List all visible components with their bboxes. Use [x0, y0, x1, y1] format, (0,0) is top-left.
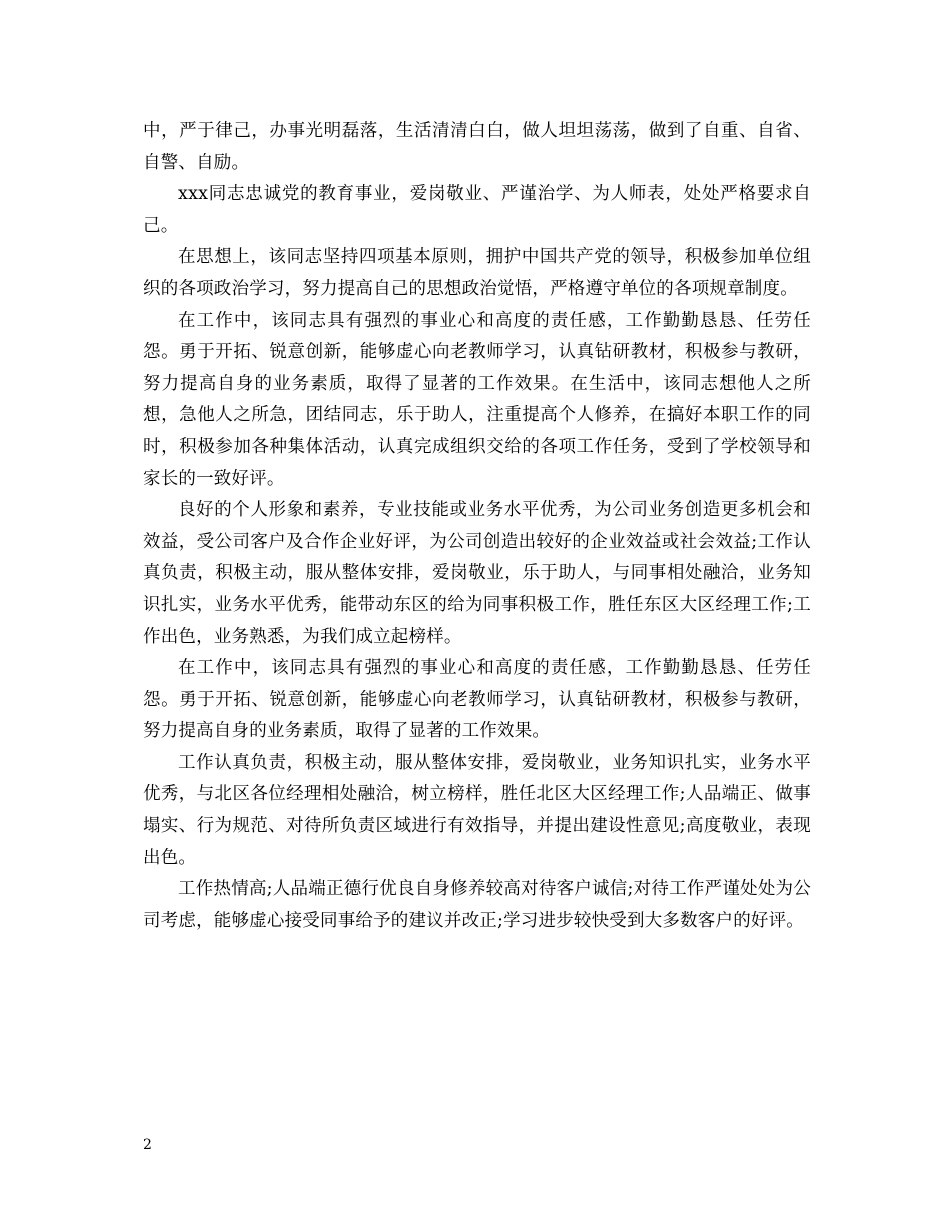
paragraph: 良好的个人形象和素养，专业技能或业务水平优秀，为公司业务创造更多机会和效益，受公司客户及合作企业好评，为公司创造出较好的企业效益或社会效益;工作认真负责，积极主动，服从整体安排，爱岗敬业，乐于助人，与同事相处融洽，业务知识扎实，业务水平优秀，能带动东区的给为同事积极工作，胜任东区大区经理工作;工作出色，业务熟悉，为我们成立起榜样。: [143, 500, 811, 647]
body-text: [143, 116, 811, 937]
paragraph-continuation: 中，严于律己，办事光明磊落，生活清清白白，做人坦坦荡荡，做到了自重、自省、自警、自励。: [143, 121, 811, 173]
paragraph: 在工作中，该同志具有强烈的事业心和高度的责任感，工作勤勤恳恳、任劳任怨。勇于开拓、锐意创新，能够虚心向老教师学习，认真钻研教材，积极参与教研，努力提高自身的业务素质，取得了显著的工作效果。: [143, 658, 811, 742]
page-number: 2: [143, 1137, 152, 1153]
paragraph: xxx同志忠诚党的教育事业，爱岗敬业、严谨治学、为人师表，处处严格要求自己。: [143, 184, 811, 236]
paragraph: 在工作中，该同志具有强烈的事业心和高度的责任感，工作勤勤恳恳、任劳任怨。勇于开拓、锐意创新，能够虚心向老教师学习，认真钻研教材，积极参与教研，努力提高自身的业务素质，取得了显著的工作效果。在生活中，该同志想他人之所想，急他人之所急，团结同志，乐于助人，注重提高个人修养，在搞好本职工作的同时，积极参加各种集体活动，认真完成组织交给的各项工作任务，受到了学校领导和家长的一致好评。: [143, 310, 811, 489]
paragraph: 在思想上，该同志坚持四项基本原则，拥护中国共产党的领导，积极参加单位组织的各项政治学习，努力提高自己的思想政治觉悟，严格遵守单位的各项规章制度。: [143, 247, 811, 299]
paragraph: 工作认真负责，积极主动，服从整体安排，爱岗敬业，业务知识扎实，业务水平优秀，与北区各位经理相处融洽，树立榜样，胜任北区大区经理工作;人品端正、做事塌实、行为规范、对待所负责区域进行有效指导，并提出建设性意见;高度敬业，表现出色。: [143, 752, 811, 868]
paragraph: 工作热情高;人品端正德行优良自身修养较高对待客户诚信;对待工作严谨处处为公司考虑，能够虚心接受同事给予的建议并改正;学习进步较快受到大多数客户的好评。: [143, 879, 811, 931]
